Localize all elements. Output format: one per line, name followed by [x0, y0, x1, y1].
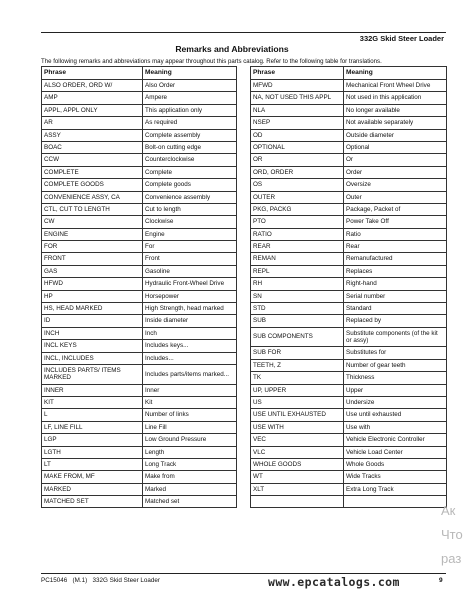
- table-row: [42, 228, 237, 240]
- meaning-cell: Standard: [344, 303, 447, 315]
- meaning-cell: Substitutes for: [344, 347, 447, 359]
- meaning-cell: Right-hand: [344, 278, 447, 290]
- meaning-cell: Complete assembly: [143, 129, 237, 141]
- table-row: [42, 154, 237, 166]
- table-row: [42, 216, 237, 228]
- meaning-column-header: Meaning: [344, 67, 447, 80]
- abbreviations-table-left-body: [42, 80, 237, 508]
- page-number: 9: [439, 577, 443, 584]
- phrase-cell: L: [42, 409, 143, 421]
- phrase-cell: USE UNTIL EXHAUSTED: [251, 409, 344, 421]
- table-row: [251, 141, 447, 153]
- phrase-cell: WT: [251, 471, 344, 483]
- phrase-cell: CTL, CUT TO LENGTH: [42, 203, 143, 215]
- table-row: [251, 191, 447, 203]
- table-row: [42, 434, 237, 446]
- phrase-cell: COMPLETE GOODS: [42, 179, 143, 191]
- meaning-cell: Long Track: [143, 458, 237, 470]
- phrase-cell: WHOLE GOODS: [251, 458, 344, 470]
- phrase-cell: XLT: [251, 483, 344, 495]
- meaning-cell: Inside diameter: [143, 315, 237, 327]
- meaning-cell: Clockwise: [143, 216, 237, 228]
- footer-code: PC15046: [41, 577, 68, 584]
- meaning-cell: Serial number: [344, 290, 447, 302]
- phrase-cell: SUB COMPONENTS: [251, 327, 344, 347]
- phrase-cell: ASSY: [42, 129, 143, 141]
- phrase-cell: PTO: [251, 216, 344, 228]
- meaning-cell: Bolt-on cutting edge: [143, 141, 237, 153]
- meaning-cell: Inch: [143, 327, 237, 339]
- meaning-cell: Whole Goods: [344, 458, 447, 470]
- meaning-cell: Remanufactured: [344, 253, 447, 265]
- table-row: [42, 278, 237, 290]
- table-row: [251, 409, 447, 421]
- meaning-cell: [344, 496, 447, 508]
- table-row: [251, 458, 447, 470]
- meaning-cell: Wide Tracks: [344, 471, 447, 483]
- table-row: [251, 327, 447, 347]
- table-row: [251, 359, 447, 371]
- phrase-cell: LGP: [42, 434, 143, 446]
- table-row: [42, 117, 237, 129]
- table-row: [42, 409, 237, 421]
- meaning-cell: Complete: [143, 166, 237, 178]
- meaning-cell: Horsepower: [143, 290, 237, 302]
- table-row: [251, 228, 447, 240]
- abbreviations-table-left: [41, 66, 237, 508]
- table-row: [42, 179, 237, 191]
- meaning-cell: Undersize: [344, 396, 447, 408]
- table-row: [251, 216, 447, 228]
- table-row: [251, 446, 447, 458]
- phrase-cell: US: [251, 396, 344, 408]
- meaning-cell: Thickness: [344, 372, 447, 384]
- table-header-row: [42, 67, 237, 80]
- phrase-cell: OS: [251, 179, 344, 191]
- phrase-cell: LT: [42, 458, 143, 470]
- phrase-cell: KIT: [42, 396, 143, 408]
- phrase-cell: MFWD: [251, 80, 344, 92]
- table-row: [251, 154, 447, 166]
- table-row: [251, 290, 447, 302]
- table-row: [42, 384, 237, 396]
- meaning-cell: Gasoline: [143, 265, 237, 277]
- table-row: [42, 303, 237, 315]
- meaning-cell: Ampere: [143, 92, 237, 104]
- meaning-cell: Package, Packet of: [344, 203, 447, 215]
- meaning-cell: No longer available: [344, 104, 447, 116]
- phrase-cell: INCH: [42, 327, 143, 339]
- phrase-cell: SUB: [251, 315, 344, 327]
- table-row: [42, 253, 237, 265]
- table-row: [42, 483, 237, 495]
- phrase-cell: NSEP: [251, 117, 344, 129]
- table-row: [42, 496, 237, 508]
- meaning-cell: Front: [143, 253, 237, 265]
- phrase-cell: AR: [42, 117, 143, 129]
- meaning-cell: Power Take Off: [344, 216, 447, 228]
- watermark-text: Ак: [441, 503, 456, 518]
- meaning-cell: Kit: [143, 396, 237, 408]
- phrase-cell: VLC: [251, 446, 344, 458]
- phrase-cell: CONVENIENCE ASSY, CA: [42, 191, 143, 203]
- phrase-cell: CCW: [42, 154, 143, 166]
- meaning-cell: Not available separately: [344, 117, 447, 129]
- phrase-cell: OPTIONAL: [251, 141, 344, 153]
- watermark-text: раз: [441, 551, 462, 566]
- phrase-cell: APPL, APPL ONLY: [42, 104, 143, 116]
- footer-title: 332G Skid Steer Loader: [92, 577, 161, 584]
- phrase-cell: SN: [251, 290, 344, 302]
- phrase-cell: REAR: [251, 241, 344, 253]
- table-row: [251, 384, 447, 396]
- table-row: [42, 141, 237, 153]
- table-row: [42, 129, 237, 141]
- table-row: [251, 265, 447, 277]
- phrase-cell: ORD, ORDER: [251, 166, 344, 178]
- meaning-cell: Outer: [344, 191, 447, 203]
- table-row: [251, 303, 447, 315]
- phrase-cell: STD: [251, 303, 344, 315]
- meaning-cell: Make from: [143, 471, 237, 483]
- phrase-cell: UP, UPPER: [251, 384, 344, 396]
- phrase-cell: USE WITH: [251, 421, 344, 433]
- phrase-cell: INCLUDES PARTS/ ITEMS MARKED: [42, 364, 143, 384]
- table-row: [251, 396, 447, 408]
- phrase-cell: LF, LINE FILL: [42, 421, 143, 433]
- phrase-cell: BOAC: [42, 141, 143, 153]
- footer-doc-info: [41, 577, 160, 584]
- table-row: [251, 347, 447, 359]
- phrase-cell: FRONT: [42, 253, 143, 265]
- meaning-cell: Or: [344, 154, 447, 166]
- table-row: [251, 434, 447, 446]
- meaning-cell: Includes parts/items marked...: [143, 364, 237, 384]
- phrase-cell: PKG, PACKG: [251, 203, 344, 215]
- table-row: [251, 372, 447, 384]
- table-header-row: [251, 67, 447, 80]
- phrase-cell: NA, NOT USED THIS APPL: [251, 92, 344, 104]
- table-row: [42, 203, 237, 215]
- phrase-cell: SUB FOR: [251, 347, 344, 359]
- meaning-cell: Order: [344, 166, 447, 178]
- phrase-cell: TEETH, Z: [251, 359, 344, 371]
- table-row: [251, 129, 447, 141]
- meaning-cell: Complete goods: [143, 179, 237, 191]
- footer-revision: (M.1): [72, 577, 88, 584]
- phrase-cell: MAKE FROM, MF: [42, 471, 143, 483]
- meaning-column-header: Meaning: [143, 67, 237, 80]
- table-row: [42, 471, 237, 483]
- meaning-cell: Rear: [344, 241, 447, 253]
- table-row: [251, 483, 447, 495]
- phrase-cell: HP: [42, 290, 143, 302]
- abbreviations-table-right: [250, 66, 447, 508]
- phrase-cell: OUTER: [251, 191, 344, 203]
- table-row: [42, 80, 237, 92]
- meaning-cell: Includes keys...: [143, 340, 237, 352]
- meaning-cell: Convenience assembly: [143, 191, 237, 203]
- phrase-cell: RH: [251, 278, 344, 290]
- section-intro: The following remarks and abbreviations may appear throughout this parts catalog. Refer to the following table for translations.: [41, 58, 382, 65]
- table-row: [251, 421, 447, 433]
- meaning-cell: Vehicle Load Center: [344, 446, 447, 458]
- table-row: [42, 340, 237, 352]
- section-title: Remarks and Abbreviations: [175, 44, 289, 54]
- meaning-cell: For: [143, 241, 237, 253]
- table-row: [42, 396, 237, 408]
- table-row: [251, 92, 447, 104]
- meaning-cell: This application only: [143, 104, 237, 116]
- header-rule: [41, 32, 446, 33]
- phrase-cell: FOR: [42, 241, 143, 253]
- table-row: [251, 471, 447, 483]
- phrase-cell: ENGINE: [42, 228, 143, 240]
- meaning-cell: Counterclockwise: [143, 154, 237, 166]
- phrase-cell: REMAN: [251, 253, 344, 265]
- phrase-cell: COMPLETE: [42, 166, 143, 178]
- meaning-cell: Ratio: [344, 228, 447, 240]
- phrase-cell: CW: [42, 216, 143, 228]
- phrase-cell: MARKED: [42, 483, 143, 495]
- meaning-cell: Includes...: [143, 352, 237, 364]
- phrase-cell: ALSO ORDER, ORD W/: [42, 80, 143, 92]
- meaning-cell: Upper: [344, 384, 447, 396]
- table-row: [251, 117, 447, 129]
- meaning-cell: Low Ground Pressure: [143, 434, 237, 446]
- table-row: [42, 104, 237, 116]
- meaning-cell: Use until exhausted: [344, 409, 447, 421]
- meaning-cell: Use with: [344, 421, 447, 433]
- table-row: [251, 104, 447, 116]
- table-row: [42, 166, 237, 178]
- table-row: [251, 203, 447, 215]
- meaning-cell: High Strength, head marked: [143, 303, 237, 315]
- table-row: [42, 241, 237, 253]
- table-row: [251, 241, 447, 253]
- meaning-cell: Not used in this application: [344, 92, 447, 104]
- table-row: [251, 179, 447, 191]
- phrase-cell: LGTH: [42, 446, 143, 458]
- phrase-cell: RATIO: [251, 228, 344, 240]
- meaning-cell: Line Fill: [143, 421, 237, 433]
- table-row: [251, 315, 447, 327]
- phrase-cell: HFWD: [42, 278, 143, 290]
- abbreviations-table-right-body: [251, 80, 447, 508]
- phrase-cell: GAS: [42, 265, 143, 277]
- meaning-cell: Hydraulic Front-Wheel Drive: [143, 278, 237, 290]
- meaning-cell: Also Order: [143, 80, 237, 92]
- phrase-column-header: Phrase: [42, 67, 143, 80]
- table-row: [42, 92, 237, 104]
- table-row: [42, 458, 237, 470]
- meaning-cell: Engine: [143, 228, 237, 240]
- meaning-cell: Substitute components (of the kit or assy): [344, 327, 447, 347]
- header-title: 332G Skid Steer Loader: [359, 34, 444, 43]
- phrase-cell: REPL: [251, 265, 344, 277]
- phrase-column-header: Phrase: [251, 67, 344, 80]
- table-row: [42, 265, 237, 277]
- phrase-cell: NLA: [251, 104, 344, 116]
- table-row: [42, 191, 237, 203]
- table-row: [42, 327, 237, 339]
- meaning-cell: Vehicle Electronic Controller: [344, 434, 447, 446]
- meaning-cell: Inner: [143, 384, 237, 396]
- watermark-text: Что: [441, 527, 463, 542]
- meaning-cell: Marked: [143, 483, 237, 495]
- table-row: [42, 364, 237, 384]
- table-row: [42, 421, 237, 433]
- table-row: [42, 315, 237, 327]
- table-row: [42, 446, 237, 458]
- table-row: [251, 496, 447, 508]
- footer-rule: [41, 573, 446, 574]
- table-row: [251, 80, 447, 92]
- meaning-cell: Number of gear teeth: [344, 359, 447, 371]
- phrase-cell: VEC: [251, 434, 344, 446]
- meaning-cell: Mechanical Front Wheel Drive: [344, 80, 447, 92]
- meaning-cell: As required: [143, 117, 237, 129]
- meaning-cell: Optional: [344, 141, 447, 153]
- meaning-cell: Extra Long Track: [344, 483, 447, 495]
- table-row: [42, 290, 237, 302]
- table-row: [251, 253, 447, 265]
- meaning-cell: Outside diameter: [344, 129, 447, 141]
- table-row: [251, 278, 447, 290]
- phrase-cell: INNER: [42, 384, 143, 396]
- phrase-cell: INCL KEYS: [42, 340, 143, 352]
- phrase-cell: HS, HEAD MARKED: [42, 303, 143, 315]
- meaning-cell: Replaced by: [344, 315, 447, 327]
- phrase-cell: MATCHED SET: [42, 496, 143, 508]
- phrase-cell: OD: [251, 129, 344, 141]
- phrase-cell: AMP: [42, 92, 143, 104]
- table-row: [251, 166, 447, 178]
- phrase-cell: TK: [251, 372, 344, 384]
- table-row: [42, 352, 237, 364]
- phrase-cell: OR: [251, 154, 344, 166]
- meaning-cell: Number of links: [143, 409, 237, 421]
- website-link[interactable]: www.epcatalogs.com: [268, 575, 400, 589]
- meaning-cell: Matched set: [143, 496, 237, 508]
- phrase-cell: ID: [42, 315, 143, 327]
- meaning-cell: Length: [143, 446, 237, 458]
- phrase-cell: INCL, INCLUDES: [42, 352, 143, 364]
- meaning-cell: Replaces: [344, 265, 447, 277]
- phrase-cell: [251, 496, 344, 508]
- meaning-cell: Cut to length: [143, 203, 237, 215]
- meaning-cell: Oversize: [344, 179, 447, 191]
